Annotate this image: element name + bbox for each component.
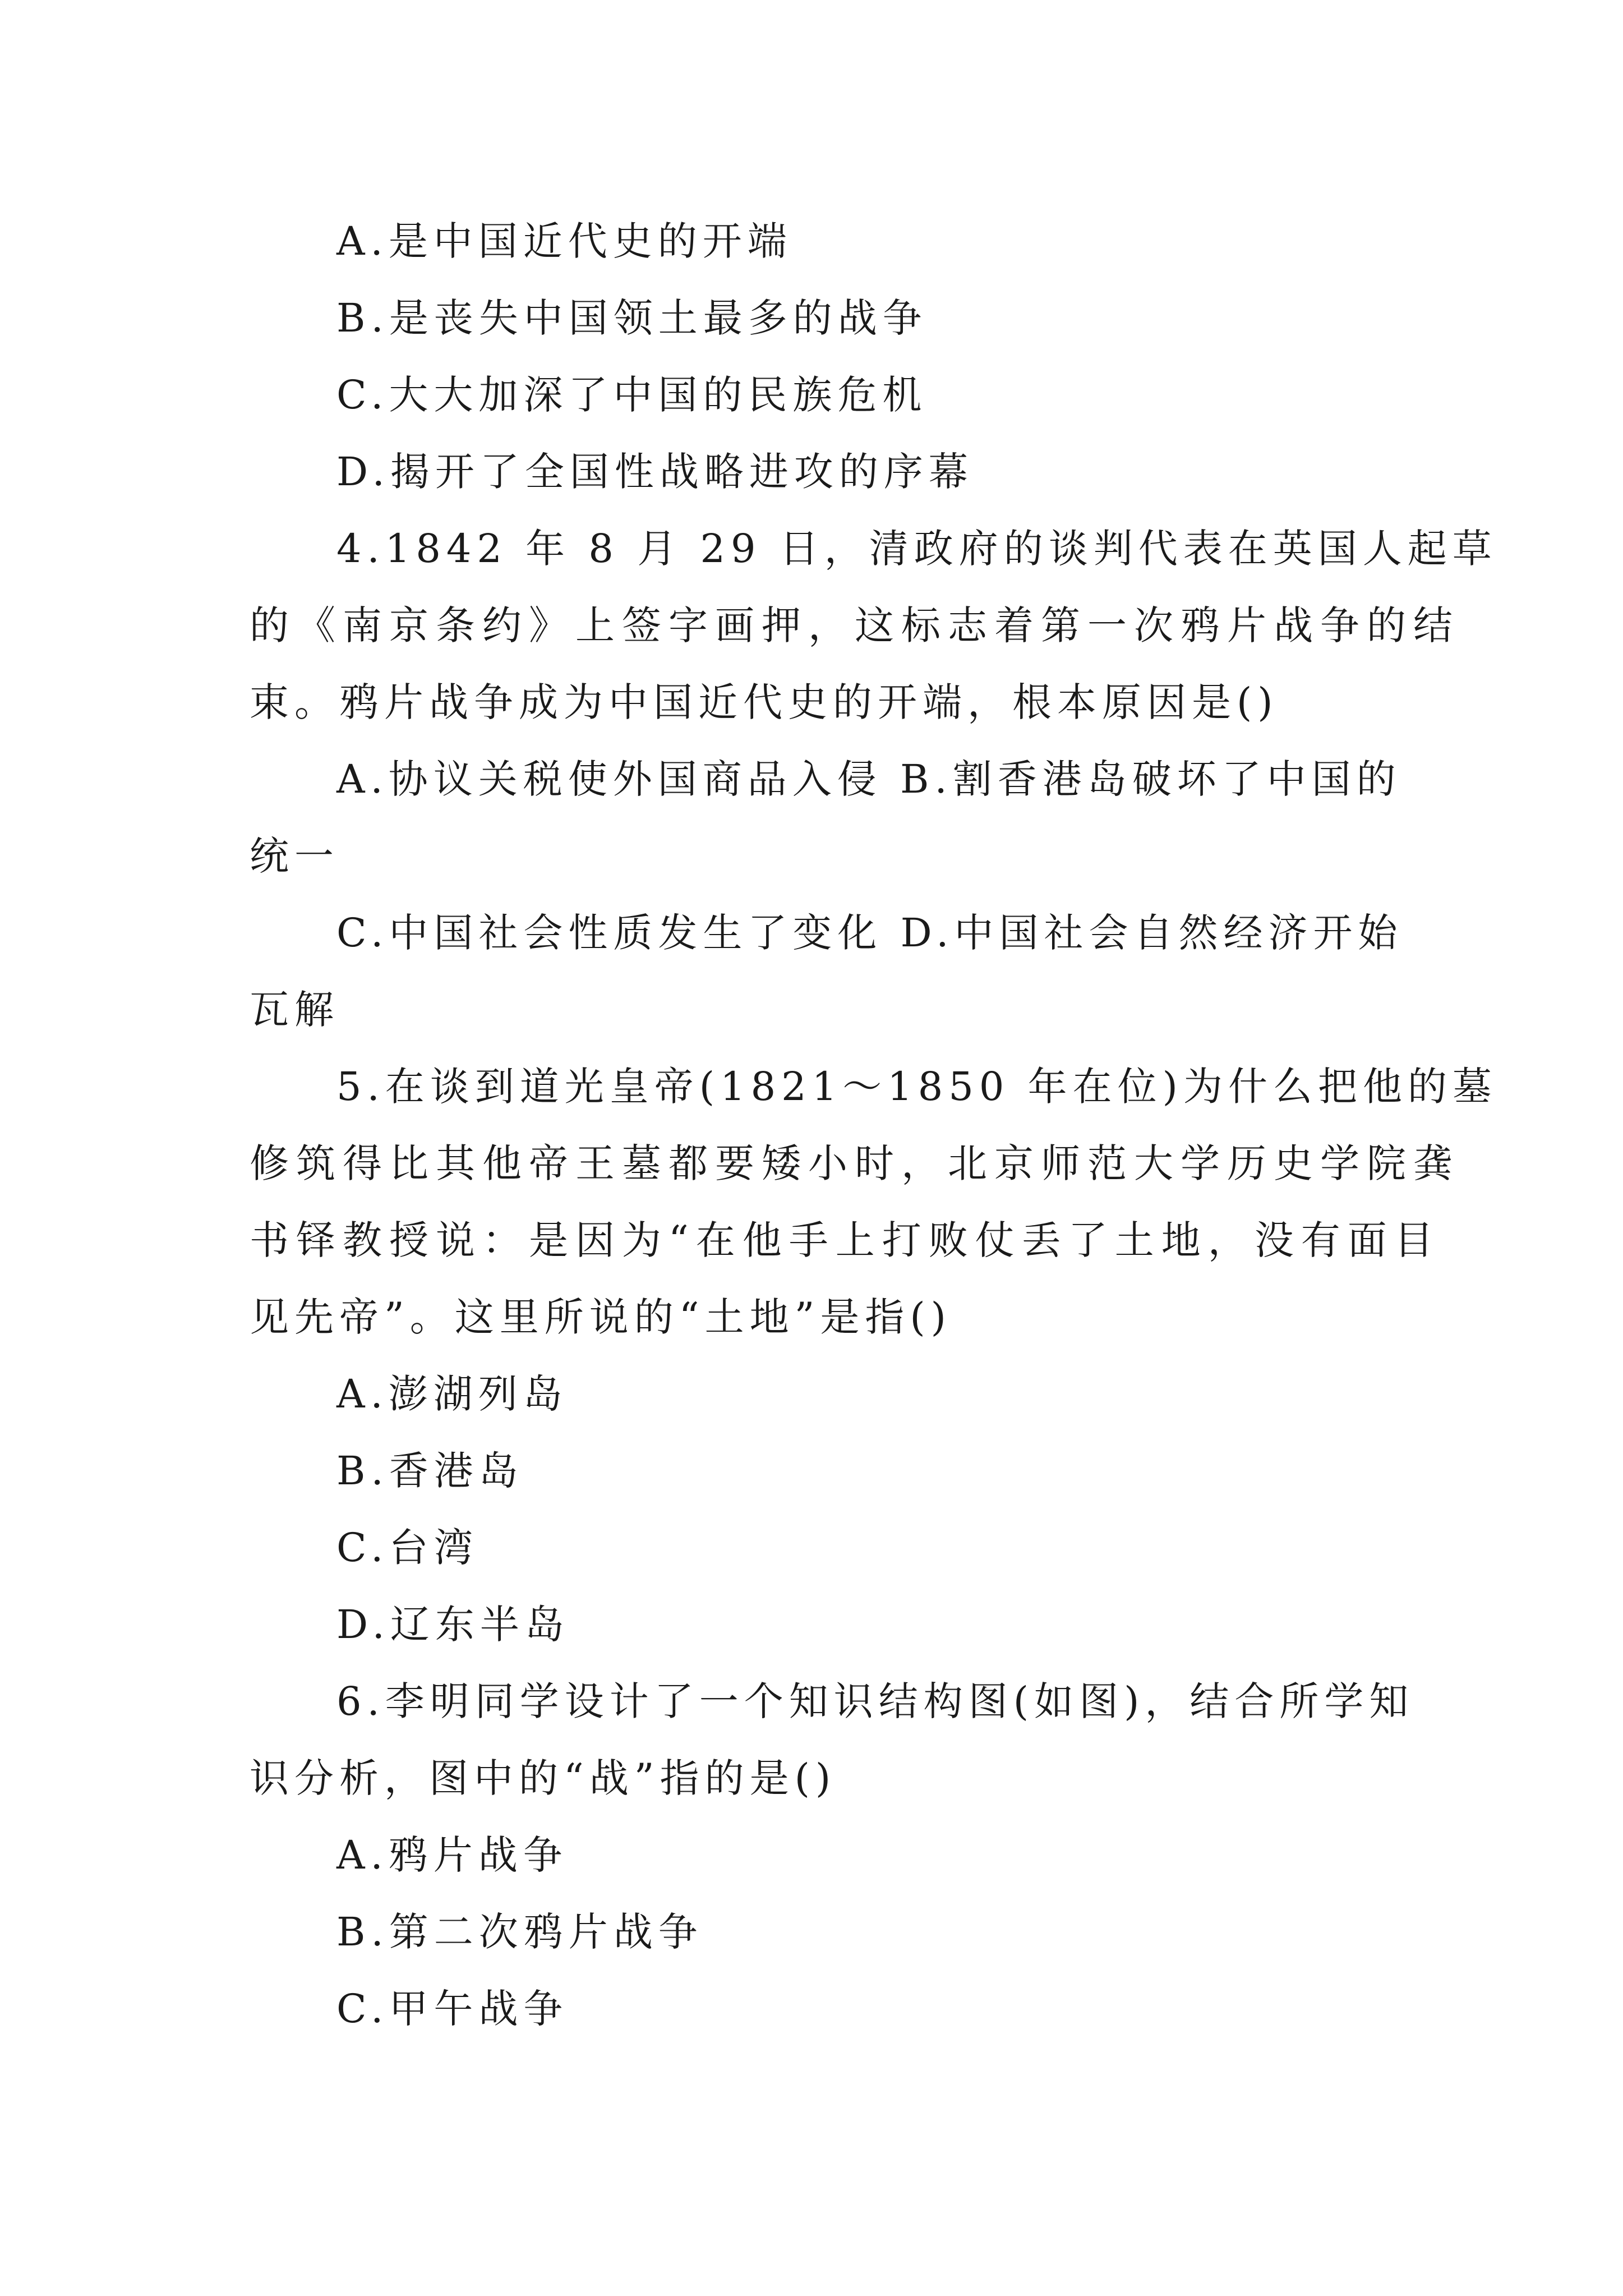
q5-option-d: D.辽东半岛 <box>336 1602 570 1648</box>
q6-stem-line-1: 6.李明同学设计了一个知识结构图(如图)，结合所学知 <box>336 1678 1414 1724</box>
q4-option-cd-cont: 瓦解 <box>250 987 339 1033</box>
q6-option-a: A.鸦片战争 <box>336 1832 568 1878</box>
q4-stem-line-2: 的《南京条约》上签字画押，这标志着第一次鸦片战争的结 <box>250 602 1460 648</box>
q5-stem-line-4: 见先帝”。这里所说的“土地”是指() <box>250 1294 952 1340</box>
q6-option-c: C.甲午战争 <box>336 1986 569 2032</box>
q5-option-b: B.香港岛 <box>336 1448 524 1494</box>
q5-option-c: C.台湾 <box>336 1525 479 1571</box>
q3-option-a: A.是中国近代史的开端 <box>336 218 792 264</box>
q5-stem-line-3: 书铎教授说：是因为“在他手上打败仗丢了土地，没有面目 <box>250 1217 1441 1263</box>
q6-option-b: B.第二次鸦片战争 <box>336 1909 703 1955</box>
q4-stem-line-1: 4.1842 年 8 月 29 日，清政府的谈判代表在英国人起草 <box>336 526 1497 572</box>
q3-option-c: C.大大加深了中国的民族危机 <box>336 372 928 418</box>
q5-stem-line-1: 5.在谈到道光皇帝(1821～1850 年在位)为什么把他的墓 <box>336 1064 1497 1110</box>
q4-option-cd: C.中国社会性质发生了变化 D.中国社会自然经济开始 <box>336 910 1403 956</box>
q5-stem-line-2: 修筑得比其他帝王墓都要矮小时，北京师范大学历史学院龚 <box>250 1140 1460 1186</box>
q3-option-b: B.是丧失中国领土最多的战争 <box>336 295 928 341</box>
q4-stem-line-3: 束。鸦片战争成为中国近代史的开端，根本原因是() <box>250 679 1279 725</box>
q3-option-d: D.揭开了全国性战略进攻的序幕 <box>336 449 974 495</box>
q5-option-a: A.澎湖列岛 <box>336 1371 568 1417</box>
q6-stem-line-2: 识分析，图中的“战”指的是() <box>250 1755 837 1801</box>
q4-option-ab: A.协议关税使外国商品入侵 B.割香港岛破坏了中国的 <box>336 756 1401 802</box>
q4-option-ab-cont: 统一 <box>250 833 339 879</box>
